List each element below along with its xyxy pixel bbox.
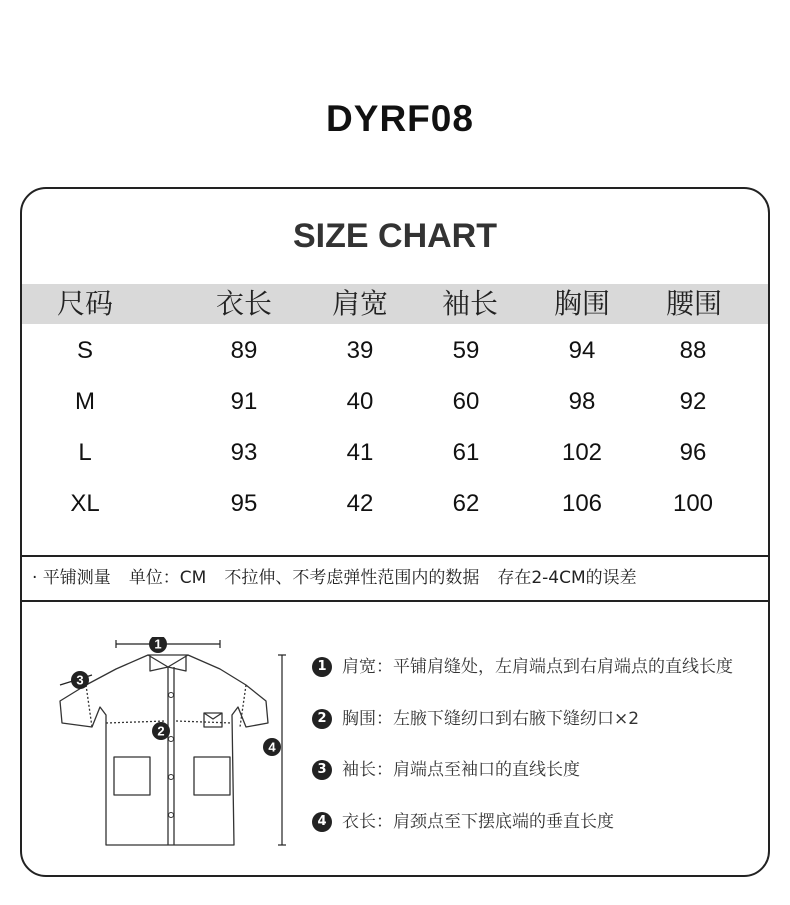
chest-pocket-icon	[204, 713, 222, 727]
button-icon	[169, 775, 174, 780]
row-s-sleeve: 59	[452, 337, 480, 364]
row-l-shoulder: 41	[346, 439, 374, 466]
row-l-length: 93	[230, 439, 258, 466]
legend-item-3	[312, 759, 580, 781]
number-2-icon: 2	[312, 709, 332, 729]
note-stretch: 不拉伸、不考虑弹性范围内的数据	[224, 568, 480, 588]
legend-item-4	[312, 811, 614, 833]
row-l-size: L	[78, 439, 92, 466]
legend-text-3: 袖长：肩端点至袖口的直线长度	[342, 760, 580, 780]
row-m-bust: 98	[568, 388, 596, 415]
row-m-sleeve: 60	[452, 388, 480, 415]
header-shoulder: 肩宽	[331, 287, 388, 320]
marker-4-label: 4	[268, 739, 276, 755]
header-size: 尺码	[56, 287, 113, 320]
header-length: 衣长	[215, 287, 272, 320]
header-sleeve: 袖长	[441, 287, 498, 320]
number-4-icon: 4	[312, 812, 332, 832]
coat-outline-icon	[60, 655, 268, 845]
row-s-bust: 94	[568, 337, 596, 364]
row-s-shoulder: 39	[346, 337, 374, 364]
row-m-shoulder: 40	[346, 388, 374, 415]
row-xl-size: XL	[70, 490, 100, 517]
row-l-sleeve: 61	[452, 439, 480, 466]
note-tolerance: 存在2-4CM的误差	[497, 568, 637, 588]
legend-item-1	[312, 656, 733, 678]
garment-diagram	[46, 637, 291, 857]
number-1-icon: 1	[312, 657, 332, 677]
legend-text-4: 衣长：肩颈点至下摆底端的垂直长度	[342, 812, 614, 832]
number-3-icon: 3	[312, 760, 332, 780]
row-xl-shoulder: 42	[346, 490, 374, 517]
header-bust: 胸围	[553, 287, 610, 320]
size-chart-card	[20, 187, 770, 877]
chart-title: SIZE CHART	[293, 217, 497, 255]
marker-2-label: 2	[157, 723, 165, 739]
row-xl-bust: 106	[561, 490, 603, 517]
row-s-waist: 88	[679, 337, 707, 364]
legend-text-1: 肩宽：平铺肩缝处，左肩端点到右肩端点的直线长度	[342, 657, 733, 677]
legend-item-2	[312, 708, 639, 730]
row-xl-sleeve: 62	[452, 490, 480, 517]
marker-3-label: 3	[76, 672, 84, 688]
product-code: DYRF08	[326, 98, 474, 139]
right-pocket-icon	[194, 757, 230, 795]
row-l-waist: 96	[679, 439, 707, 466]
legend-text-2: 胸围：左腋下缝纫口到右腋下缝纫口×2	[342, 709, 640, 729]
marker-1-label: 1	[154, 637, 162, 652]
row-xl-length: 95	[230, 490, 258, 517]
note-method: · 平铺测量	[32, 568, 111, 588]
note-unit: 单位：CM	[128, 568, 207, 588]
row-xl-waist: 100	[672, 490, 714, 517]
measurement-note	[22, 556, 768, 600]
row-l-bust: 102	[561, 439, 603, 466]
row-s-length: 89	[230, 337, 258, 364]
row-s-size: S	[76, 337, 93, 364]
left-pocket-icon	[114, 757, 150, 795]
row-m-length: 91	[230, 388, 258, 415]
button-icon	[169, 813, 174, 818]
divider-bottom	[22, 600, 768, 602]
button-icon	[169, 737, 174, 742]
header-waist: 腰围	[665, 287, 722, 320]
row-m-waist: 92	[679, 388, 707, 415]
row-m-size: M	[75, 388, 95, 415]
button-icon	[169, 693, 174, 698]
